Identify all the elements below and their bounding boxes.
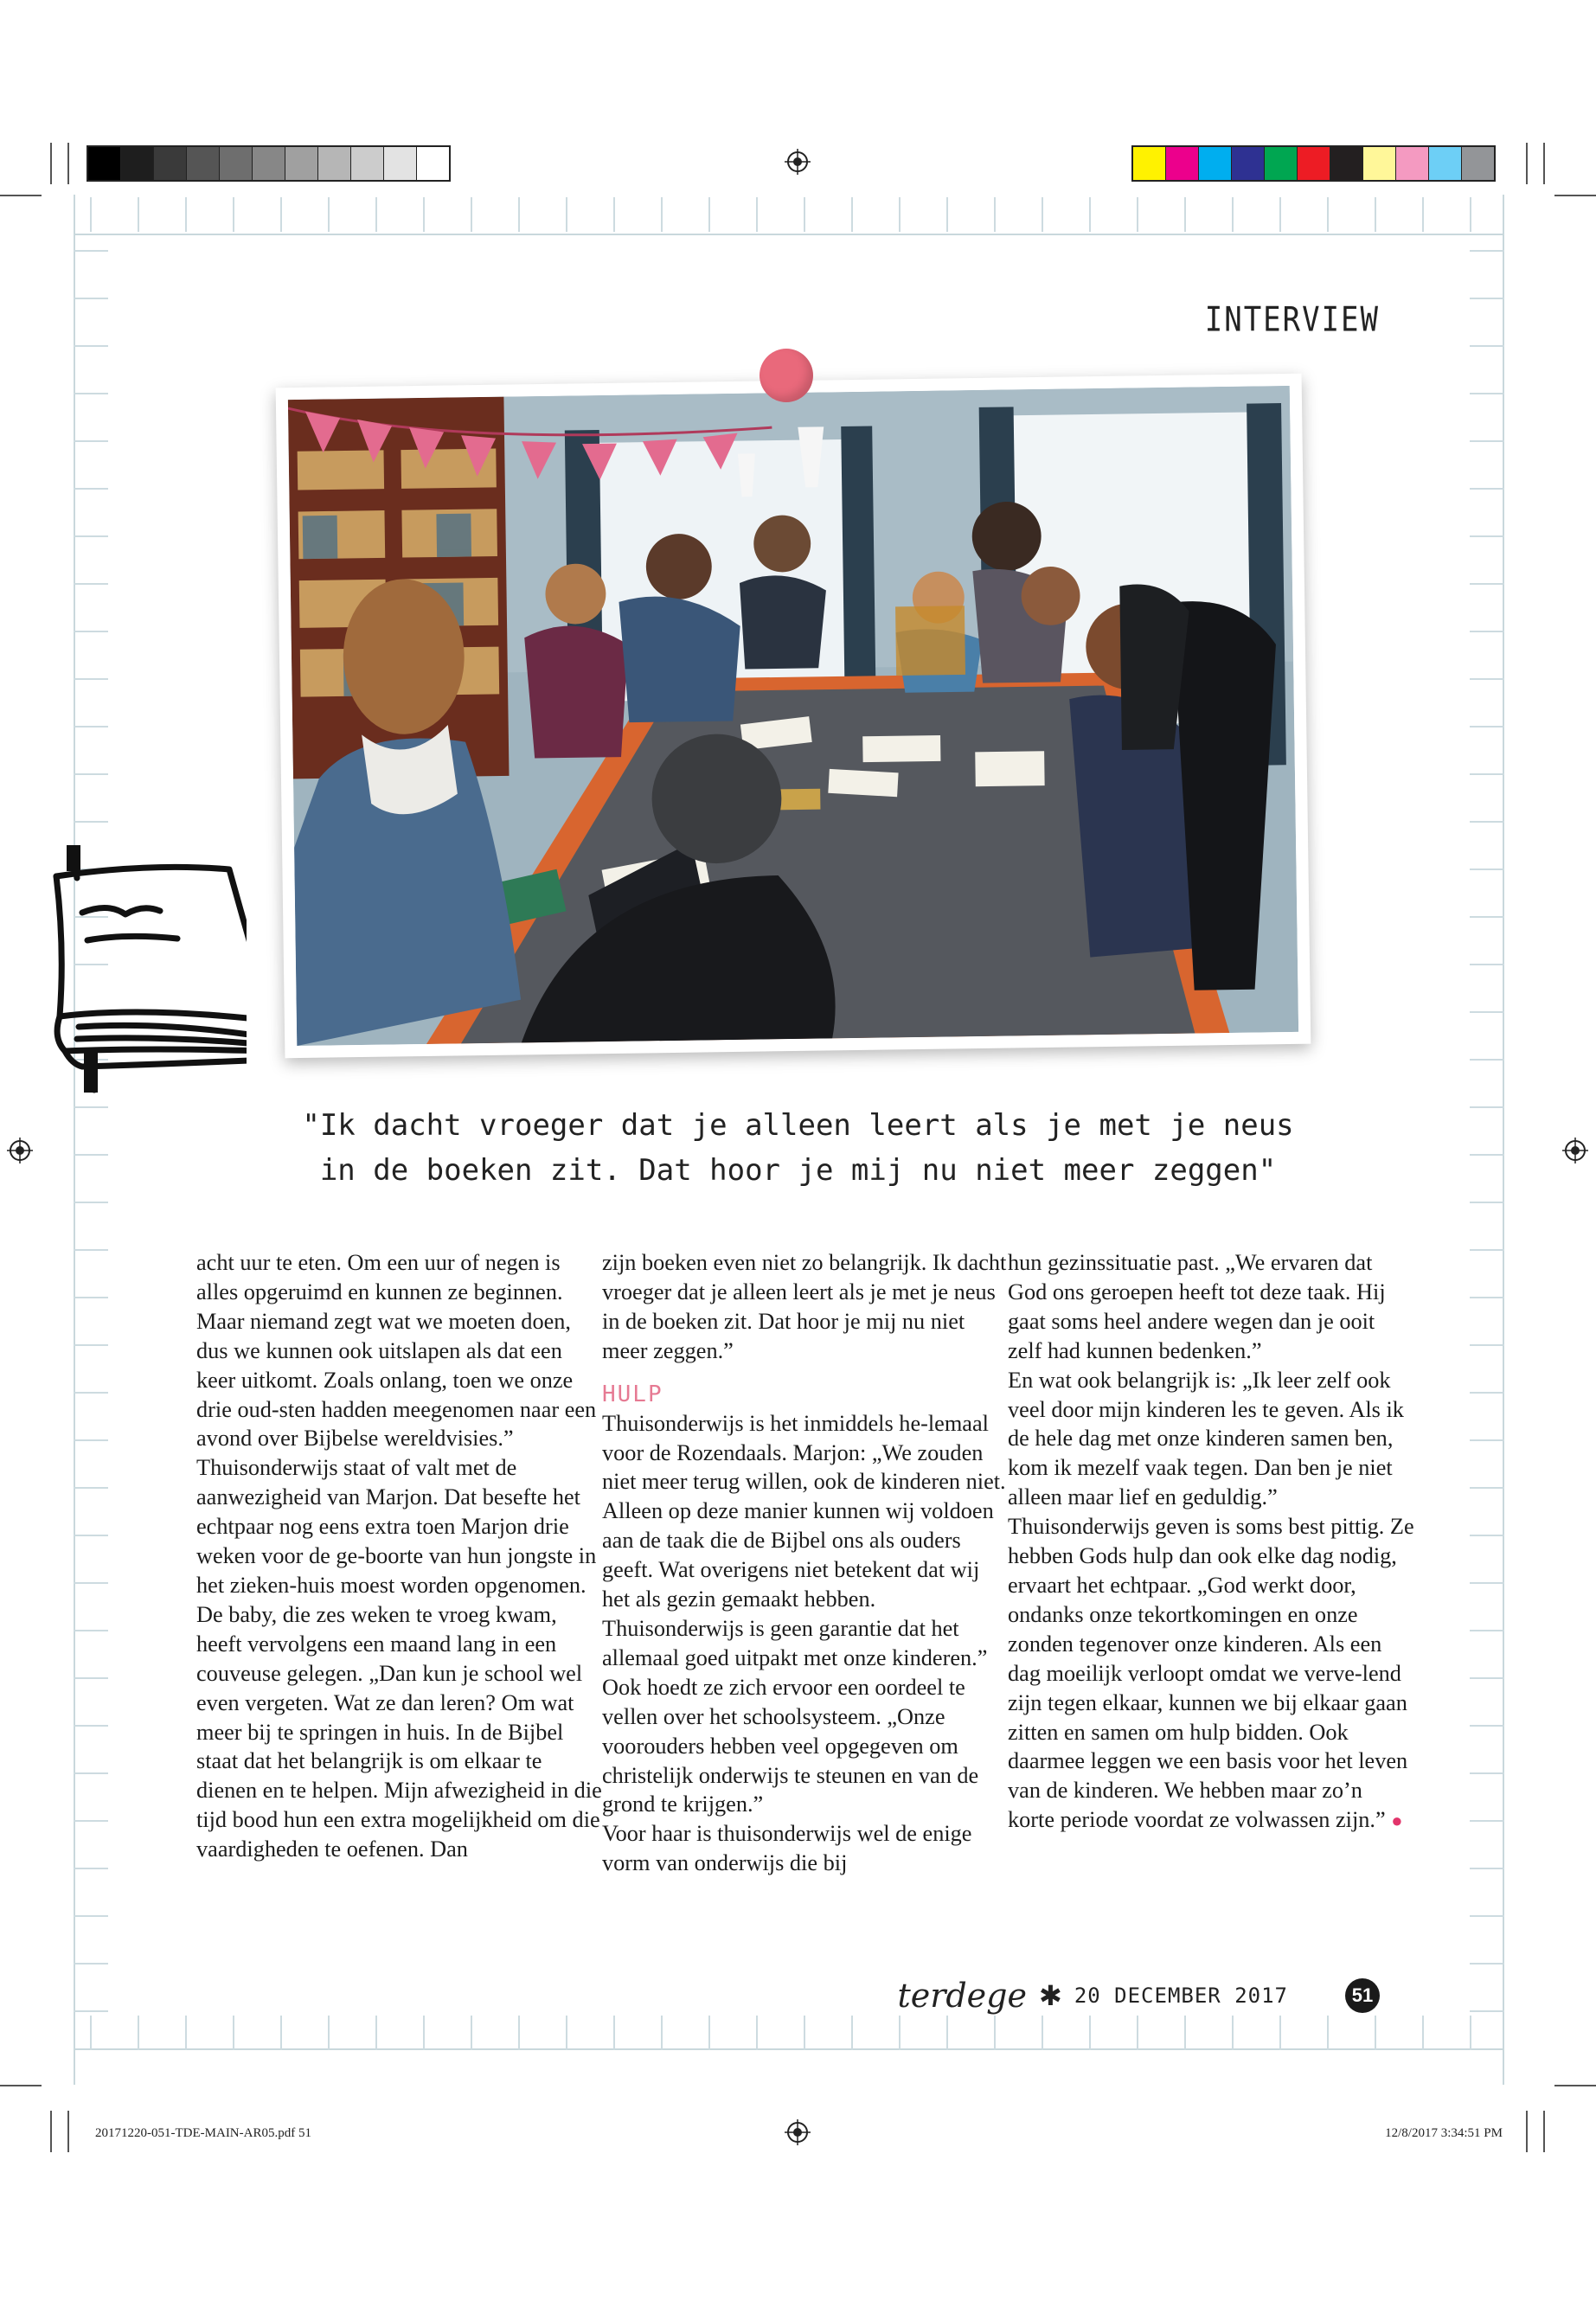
color-swatch [417,147,449,180]
registration-mark-icon [1562,1138,1588,1163]
gray-calibration-bar [87,145,451,182]
frame-ticks-top [74,197,1504,232]
color-swatch [1330,147,1363,180]
magazine-brand: terdege [897,1977,1027,2015]
color-swatch [1363,147,1396,180]
crop-mark [1526,2111,1528,2152]
print-slug-timestamp: 12/8/2017 3:34:51 PM [1385,2126,1503,2140]
color-swatch [1232,147,1265,180]
color-swatch [1133,147,1166,180]
crop-mark [50,2111,52,2152]
section-label: INTERVIEW [1204,300,1380,340]
crop-mark [1554,2085,1596,2086]
color-swatch [253,147,285,180]
article-paragraph [1008,1512,1414,1836]
frame-ticks-right [1470,234,1504,2050]
article-paragraph: zijn boeken even niet zo belangrijk. Ik dacht vroeger dat je alleen leert als je met je neus in de boeken zit. Dat hoor je mij nu niet meer zeggen.” [602,1250,1007,1363]
frame-ticks-bottom [74,2016,1504,2050]
crop-mark [67,2111,69,2152]
crop-mark [50,143,52,184]
pull-quote [260,1103,1336,1193]
crop-mark [1543,143,1545,184]
article-paragraph: Voor haar is thuisonderwijs wel de enige vorm van onderwijs die bij [602,1821,972,1876]
color-swatch [88,147,121,180]
registration-mark-icon [785,149,811,175]
family-photo [276,374,1311,1058]
crop-mark [1554,195,1596,196]
color-swatch [1396,147,1429,180]
color-swatch [187,147,220,180]
crop-mark [0,195,42,196]
color-swatch [1166,147,1199,180]
crop-mark [1526,143,1528,184]
crop-mark [0,2085,42,2086]
crop-mark [1543,2111,1545,2152]
article-paragraph: hun gezinssituatie past. „We ervaren dat God ons geroepen heeft tot deze taak. Hij gaat soms heel andere wegen dan je ooit zelf had kunnen bedenken.” [1008,1250,1386,1363]
separator-icon: ✱ [1039,1980,1062,2011]
color-swatch [384,147,417,180]
color-swatch [1429,147,1462,180]
issue-date: 20 DECEMBER 2017 [1074,1984,1288,2008]
article-paragraph: acht uur te eten. Om een uur of negen is alles opgeruimd en kunnen ze beginnen. Maar niemand zegt wat we moeten doen, dus we kunnen ook uitslapen als dat een keer uitkomt. Zoals onlang, toen we onze drie oud-sten hadden meegenomen naar een avond over Bijbelse wereldvisies.” Thuisonderwijs staat of valt met de aanwezigheid van Marjon. Dat besefte het echtpaar nog eens extra toen Marjon drie weken voor de ge-boorte van hun jongste in het zieken-huis moest worden opgenomen. De baby, die zes weken te vroeg kwam, heeft vervolgens een maand lang in een couveuse gelegen. „Dan kun je school wel even vergeten. Wat ze dan leren? Om wat meer bij te springen in huis. In de Bijbel staat dat het belangrijk is om elkaar te dienen en te helpen. Mijn afwezigheid in die tijd bood hun een extra mogelijkheid om die vaardigheden te oefenen. Dan [196,1250,602,1862]
article-column-2 [602,1248,1009,1878]
end-mark-icon: ● [1391,1810,1403,1832]
color-swatch [285,147,318,180]
article-column-1 [196,1248,603,1864]
color-swatch [1462,147,1494,180]
print-slug-file: 20171220-051-TDE-MAIN-AR05.pdf 51 [95,2126,311,2140]
color-swatch [1199,147,1232,180]
registration-mark-icon [785,2119,811,2145]
page-frame-top [74,234,1504,235]
article-text: Thuisonderwijs geven is soms best pittig. Ze hebben Gods hulp dan ook elke dag nodig, ervaart het echtpaar. „God werkt door, ondanks onze tekortkomingen en onze zonden tegenover onze kinderen. Als een dag moeilijk verloopt omdat we verve-lend zijn tegen elkaar, kunnen we bij elkaar gaan zitten en samen om hulp bidden. Ook daarmee leggen we een basis voor het leven van de kinderen. We hebben maar zo’n korte periode voordat ze volwassen zijn.” [1008,1514,1414,1833]
color-swatch [1265,147,1298,180]
color-swatch [318,147,351,180]
subheading: HULP [602,1381,663,1407]
color-swatch [220,147,253,180]
article-paragraph: Thuisonderwijs is het inmiddels he-lemaal voor de Rozendaals. Marjon: „We zouden niet meer terug willen, ook de kinderen niet. Alleen op deze manier kunnen wij voldoen aan de taak die de Bijbel ons als ouders geeft. Wat overigens niet betekent dat wij het als gezin gemaakt hebben. Thuisonderwijs is geen garantie dat het allemaal goed uitpakt met onze kinderen.” Ook hoedt ze zich ervoor een oordeel te vellen over het schoolsysteem. „Onze voorouders hebben veel opgegeven om christelijk onderwijs te steunen en van de grond te krijgen.” [602,1410,1006,1817]
pushpin-icon [760,349,813,402]
color-swatch [1298,147,1330,180]
color-swatch [154,147,187,180]
page-footer [897,1977,1380,2015]
book-doodle-icon [48,843,247,1094]
pull-quote-line: in de boeken zit. Dat hoor je mij nu niet meer zeggen" [319,1153,1277,1188]
color-swatch [351,147,384,180]
color-calibration-bar [1131,145,1496,182]
article-column-3 [1008,1248,1414,1836]
frame-ticks-left [74,234,108,2050]
article-paragraph: En wat ook belangrijk is: „Ik leer zelf ook veel door mijn kinderen les te geven. Als ik de hele dag met onze kinderen samen ben, kom ik mezelf vaak tegen. Dan ben je niet alleen maar lief en geduldig.” [1008,1367,1404,1510]
color-swatch [121,147,154,180]
page-number: 51 [1345,1978,1380,2013]
pull-quote-line: "Ik dacht vroeger dat je alleen leert als je met je neus [302,1108,1294,1143]
crop-mark [67,143,69,184]
registration-mark-icon [7,1138,33,1163]
